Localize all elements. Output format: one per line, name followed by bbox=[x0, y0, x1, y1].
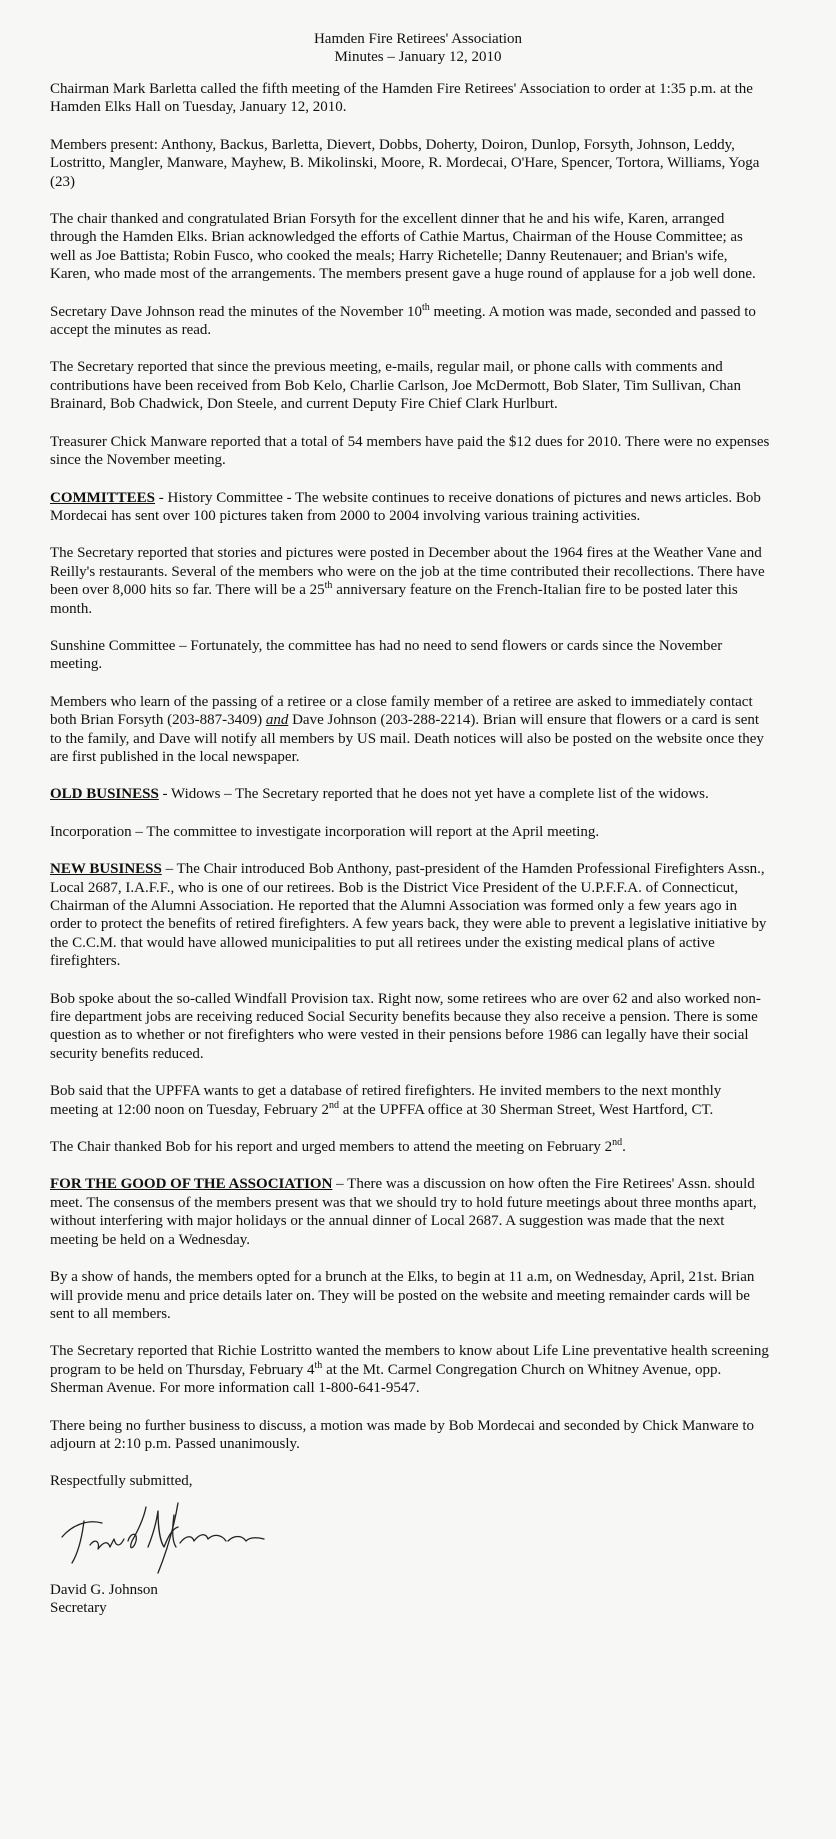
committees-text: - History Committee - The website continues to receive donations of pictures and news articles. Bob Mordecai has sent over 100 pictures taken from 2000 to 2004 involving various training activities. bbox=[50, 489, 761, 524]
passing-text-a: Members who learn of the passing of a retiree or a close family member of a retiree are asked to immediately contact both Brian Forsyth (203-887-3409) bbox=[50, 693, 753, 729]
treasurer-paragraph: Treasurer Chick Manware reported that a total of 54 members have paid the $12 dues for 2010. There were no expenses since the November meeting. bbox=[50, 433, 770, 469]
minutes-body bbox=[50, 80, 770, 1618]
stories-paragraph bbox=[50, 544, 770, 618]
sunshine-paragraph: Sunshine Committee – Fortunately, the committee has had no need to send flowers or cards since the November meeting. bbox=[50, 637, 723, 673]
minutes-text-a: Secretary Dave Johnson read the minutes of the November 10 bbox=[50, 303, 422, 320]
good-of-association-text: – There was a discussion on how often the Fire Retirees' Assn. should meet. The consensus of the members present was that we should try to hold future meetings about three months apart, without interfering with major holidays or the annual dinner of Local 2687. A suggestion was made that the next meeting be held on a Wednesday. bbox=[50, 1176, 757, 1248]
chair-thanks-text-b: . bbox=[622, 1139, 626, 1156]
document-header bbox=[0, 30, 836, 66]
secretary-title: Secretary bbox=[50, 1600, 107, 1617]
passing-text-b: Dave Johnson (203-288-2214). Brian will ensure that flowers or a card is sent to the family, and Dave will notify all members by US mail. Death notices will also be posted on the website once they are first published in the local newspaper. bbox=[50, 712, 764, 765]
committees-heading: COMMITTEES bbox=[50, 489, 156, 506]
handwritten-signature bbox=[54, 1497, 274, 1577]
new-business-paragraph bbox=[50, 860, 770, 970]
closing-salutation: Respectfully submitted, bbox=[50, 1473, 193, 1490]
incorporation-paragraph: Incorporation – The committee to investigate incorporation will report at the April meeting. bbox=[50, 823, 600, 840]
chair-thanks-text-a: The Chair thanked Bob for his report and urged members to attend the meeting on February 2 bbox=[50, 1139, 613, 1156]
upffa-text-b: at the UPFFA office at 30 Sherman Street, West Hartford, CT. bbox=[339, 1101, 714, 1118]
old-business-heading: OLD BUSINESS bbox=[50, 786, 159, 803]
stories-text-b: anniversary feature on the French-Italian fire to be posted later this month. bbox=[50, 582, 738, 617]
minutes-date: Minutes – January 12, 2010 bbox=[334, 49, 502, 65]
passing-and: and bbox=[265, 712, 289, 729]
windfall-paragraph: Bob spoke about the so-called Windfall Provision tax. Right now, some retirees who are over 62 and also worked non-fire department jobs are receiving reduced Social Security benefits because they also receive a pension. There is some question as to whether or not firefighters who were vested in their pensions before 1986 can legally have their social security benefits reduced. bbox=[50, 990, 761, 1062]
members-present-paragraph: Members present: Anthony, Backus, Barletta, Dievert, Dobbs, Doherty, Doiron, Dunlop, Forsyth, Johnson, Leddy, Lostritto, Mangler, Manware, Mayhew, B. Mikolinski, Moore, R. Mordecai, O'Hare, Spencer, Tortora, Williams, Yoga (23) bbox=[50, 136, 760, 190]
stories-text-a: The Secretary reported that stories and pictures were posted in December about the 1964 fires at the Weather Vane and Reilly's restaurants. Several of the members who were on the job at the time contributed their recollections. There have been over 8,000 hits so far. There will be a 25 bbox=[50, 545, 765, 599]
brunch-paragraph: By a show of hands, the members opted for a brunch at the Elks, to begin at 11 a.m, on Wednesday, April, 21st. Brian will provide menu and price details later on. They will be posted on the website and meeting remainder cards will be sent to all members. bbox=[50, 1269, 755, 1322]
upffa-ordinal: nd bbox=[329, 1099, 340, 1111]
committees-paragraph bbox=[50, 489, 770, 526]
adjourn-paragraph: There being no further business to discuss, a motion was made by Bob Mordecai and seconded by Chick Manware to adjourn at 2:10 p.m. Passed unanimously. bbox=[50, 1417, 755, 1452]
minutes-text-b: meeting. A motion was made, seconded and passed to accept the minutes as read. bbox=[50, 303, 756, 339]
old-business-paragraph bbox=[50, 785, 770, 803]
lifeline-text-b: at the Mt. Carmel Congregation Church on Whitney Avenue, opp. Sherman Avenue. For more information call 1-800-641-9547. bbox=[50, 1361, 722, 1397]
new-business-text: – The Chair introduced Bob Anthony, past-president of the Hamden Professional Firefighters Assn., Local 2687, I.A.F.F., who is one of our retirees. Bob is the District Vice President of the U.P.F.F.A. of Connecticut, Chairman of the Alumni Association. He reported that the Alumni Association was formed only a few years ago in order to protect the benefits of retired firefighters. A few years back, they were able to prevent a legislative initiative by the C.C.M. that would have allowed municipalities to put all retirees under the existing medical plans of active firefighters. bbox=[50, 861, 767, 970]
old-business-text: - Widows – The Secretary reported that he does not yet have a complete list of the widows. bbox=[158, 786, 709, 803]
chair-thanks-ordinal: nd bbox=[612, 1137, 623, 1149]
call-to-order-paragraph: Chairman Mark Barletta called the fifth meeting of the Hamden Fire Retirees' Association to order at 1:35 p.m. at the Hamden Elks Hall on Tuesday, January 12, 2010. bbox=[50, 81, 753, 116]
upffa-text-a: Bob said that the UPFFA wants to get a database of retired firefighters. He invited members to the next monthly meeting at 12:00 noon on Tuesday, February 2 bbox=[50, 1083, 722, 1118]
minutes-ordinal: th bbox=[421, 301, 430, 313]
correspondence-paragraph: The Secretary reported that since the previous meeting, e-mails, regular mail, or phone calls with comments and contributions have been received from Bob Kelo, Charlie Carlson, Joe McDermott, Bob Slater, Tim Sullivan, Chan Brainard, Bob Chadwick, Don Steele, and current Deputy Fire Chief Clark Hurlburt. bbox=[50, 359, 741, 413]
lifeline-ordinal: th bbox=[314, 1359, 323, 1371]
signature-block bbox=[50, 1472, 770, 1617]
upffa-paragraph bbox=[50, 1082, 770, 1119]
lifeline-paragraph bbox=[50, 1342, 770, 1397]
secretary-name: David G. Johnson bbox=[50, 1581, 158, 1598]
good-of-association-heading: FOR THE GOOD OF THE ASSOCIATION bbox=[50, 1176, 333, 1193]
minutes-paragraph bbox=[50, 303, 770, 340]
chair-thanks-paragraph bbox=[50, 1138, 770, 1156]
thanks-paragraph: The chair thanked and congratulated Brian Forsyth for the excellent dinner that he and his wife, Karen, arranged through the Hamden Elks. Brian acknowledged the efforts of Cathie Martus, Chairman of the House Committee; as well as Joe Battista; Robin Fusco, who cooked the meals; Harry Richetelle; Danny Reutenauer; and Brian's wife, Karen, who made most of the arrangements. The members present gave a huge round of applause for a job well done. bbox=[50, 211, 756, 283]
good-of-association-paragraph bbox=[50, 1175, 770, 1249]
org-title: Hamden Fire Retirees' Association bbox=[313, 31, 523, 47]
new-business-heading: NEW BUSINESS bbox=[50, 861, 162, 878]
lifeline-text-a: The Secretary reported that Richie Lostritto wanted the members to know about Life Line preventative health screening program to be held on Thursday, February 4 bbox=[50, 1343, 769, 1378]
passing-paragraph bbox=[50, 693, 770, 767]
stories-ordinal: th bbox=[324, 580, 333, 592]
